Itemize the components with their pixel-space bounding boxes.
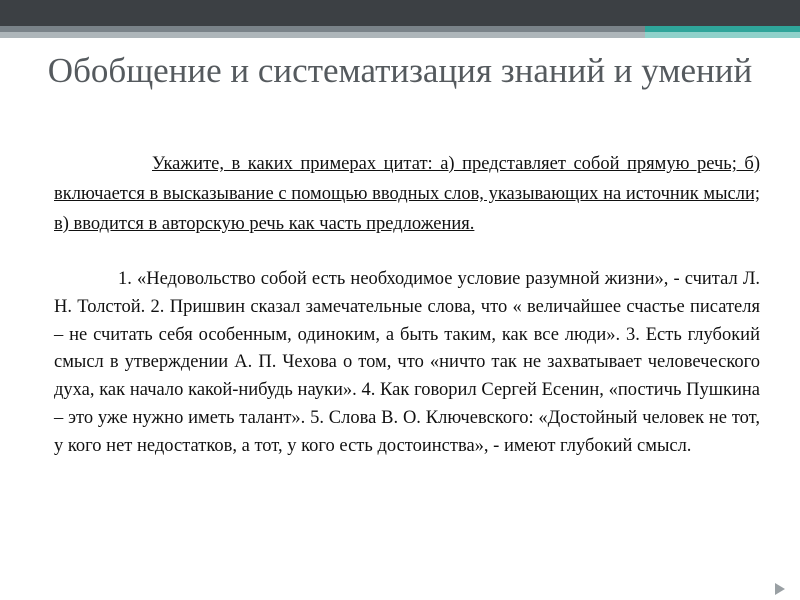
slide-title: Обобщение и систематизация знаний и умений [47, 51, 753, 90]
quotes-paragraph: 1. «Недовольство собой есть необходимое условие разумной жизни», - считал Л. Н. Толстой. 2. Пришвин сказал замечательные слова, что « величайшее счастье писателя – не считать себя особенным, одиноким, а быть таким, как все люди». 3. Есть глубокий смысл в утверждении А. П. Чехова о том, что «ничто так не захватывает человеческого духа, как начало какой-нибудь науки». 4. Как говорил Сергей Есенин, «постичь Пушкина – это уже нужно иметь талант». 5. Слова В. О. Ключевского: «Достойный человек не тот, у кого нет недостатков, а тот, у кого есть достоинства», - имеют глубокий смысл. [54, 269, 760, 456]
slide-corner-arrow-icon [775, 583, 785, 595]
task-instruction: Укажите, в каких примерах цитат: а) представляет собой прямую речь; б) включается в высказывание с помощью вводных слов, указывающих на источник мысли; в) вводится в авторскую речь как часть предложения. [54, 154, 760, 234]
accent-stripe-light [645, 32, 800, 38]
top-bar [0, 0, 800, 26]
